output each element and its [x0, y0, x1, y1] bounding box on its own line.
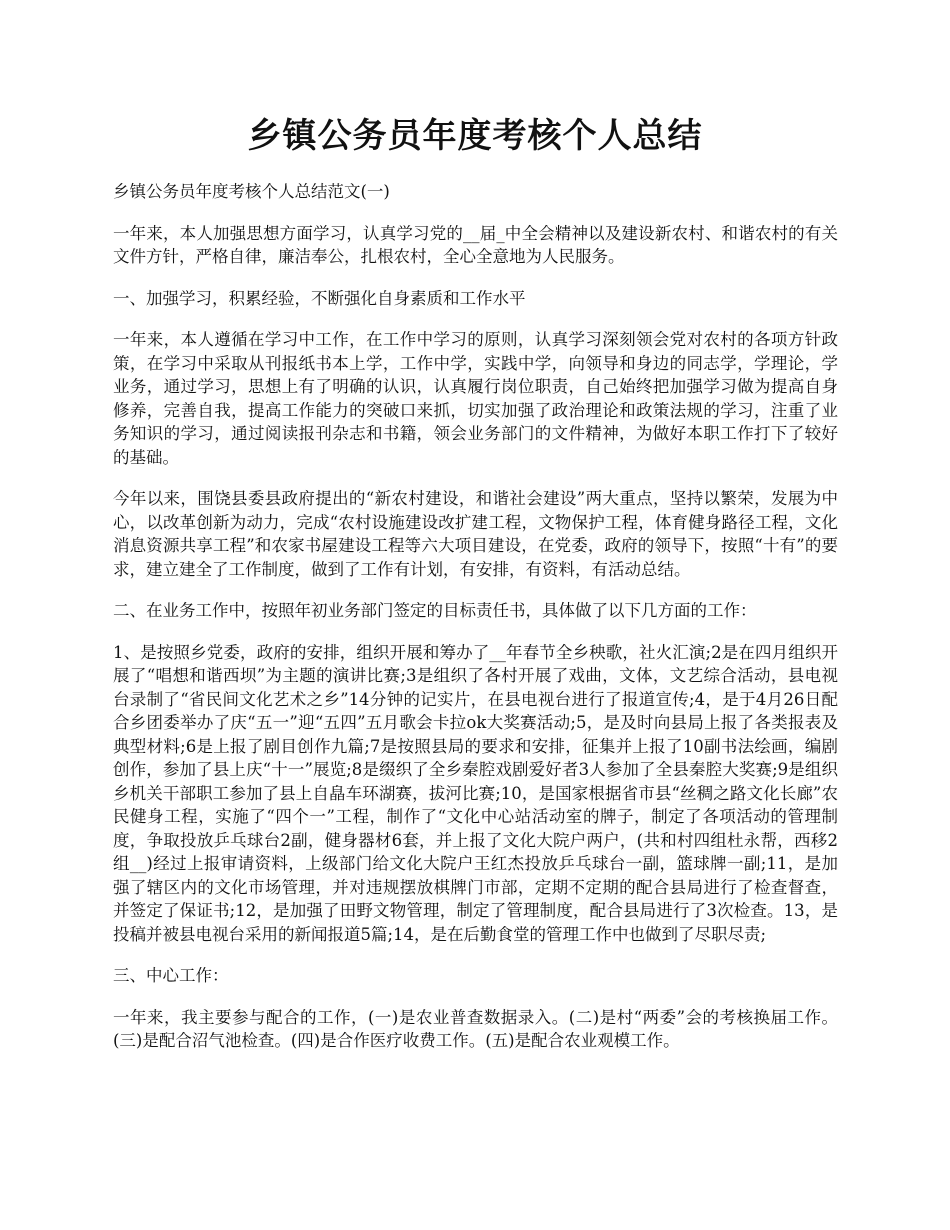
- paragraph-subtitle: 乡镇公务员年度考核个人总结范文(一): [113, 182, 390, 201]
- section-heading-3: 三、中心工作：: [113, 966, 229, 985]
- section-heading-2: 二、在业务工作中，按照年初业务部门签定的目标责任书，具体做了以下几方面的工作：: [113, 601, 757, 620]
- document-title: 乡镇公务员年度考核个人总结: [247, 116, 703, 156]
- paragraph-construction: 今年以来，围饶县委县政府提出的“新农村建设，和谐社会建设”两大重点，坚持以繁荣，发展为中心，以改革创新为动力，完成“农村设施建设改扩建工程，文物保护工程，体育健身路径工程，文化消息资源共享工程”和农家书屋建设工程等六大项目建设，在党委，政府的领导下，按照“十有”的要求，建立建全了工作制度，做到了工作有计划，有安排，有资料，有活动总结。: [113, 489, 838, 579]
- paragraph-intro: 一年来，本人加强思想方面学习，认真学习党的__届_中全会精神以及建设新农村、和谐农村的有关文件方针，严格自律，廉洁奉公，扎根农村，全心全意地为人民服务。: [113, 223, 838, 266]
- document-body: [113, 180, 838, 1071]
- paragraph-central-work: 一年来，我主要参与配合的工作，(一)是农业普查数据录入。(二)是村“两委”会的考核换届工作。(三)是配合沼气池检查。(四)是合作医疗收费工作。(五)是配合农业观模工作。: [113, 1007, 838, 1050]
- section-heading-1: 一、加强学习，积累经验，不断强化自身素质和工作水平: [113, 288, 526, 308]
- paragraph-work-list: 1、是按照乡党委，政府的安排，组织开展和筹办了__年春节全乡秧歌，社火汇演;2是在四月组织开展了“唱想和谐西坝”为主题的演讲比赛;3是组织了各村开展了戏曲，文体，文艺综合活动，县电视台录制了“省民间文化艺术之乡”14分钟的记实片，在县电视台进行了报道宣传;4，是于4月26日配合乡团委举办了庆“五一”迎“五四”五月歌会卡拉ok大奖赛活动;5，是及时向县局上报了各类报表及典型材料;6是上报了剧目创作九篇;7是按照县局的要求和安排，征集并上报了10副书法绘画，编剧创作，参加了县上庆“十一”展览;8是缀织了全乡秦腔戏剧爱好者3人参加了全县秦腔大奖赛;9是组织乡机关干部职工参加了县上自皛车环湖赛，拔河比赛;10，是国家根据省市县“丝稠之路文化长廊”农民健身工程，实施了“四个一”工程，制作了“文化中心站活动室的牌子，制定了各项活动的管理制度，争取投放乒乓球台2副，健身器材6套，并上报了文化大院户两户，(共和村四组杜永帮，西移2组__)经过上报审请资料，上级部门给文化大院户王红杰投放乒乓球台一副，篮球牌一副;11，是加强了辖区内的文化市场管理，并对违规摆放棋牌门市部，定期不定期的配合县局进行了检查督查，并签定了保证书;12，是加强了田野文物管理，制定了管理制度，配合县局进行了3次检查。13，是投稿并被县电视台采用的新闻报道5篇;14，是在后勤食堂的管理工作中也做到了尽职尽责;: [113, 642, 838, 944]
- paragraph-study: 一年来，本人遵循在学习中工作，在工作中学习的原则，认真学习深刻领会党对农村的各项方针政策，在学习中采取从刊报纸书本上学，工作中学，实践中学，向领导和身边的同志学，学理论，学业务，通过学习，思想上有了明确的认识，认真履行岗位职责，自己始终把加强学习做为提高自身修养，完善自我，提高工作能力的突破口来抓，切实加强了政治理论和政策法规的学习，注重了业务知识的学习，通过阅读报刊杂志和书籍，领会业务部门的文件精神，为做好本职工作打下了较好的基础。: [113, 330, 838, 467]
